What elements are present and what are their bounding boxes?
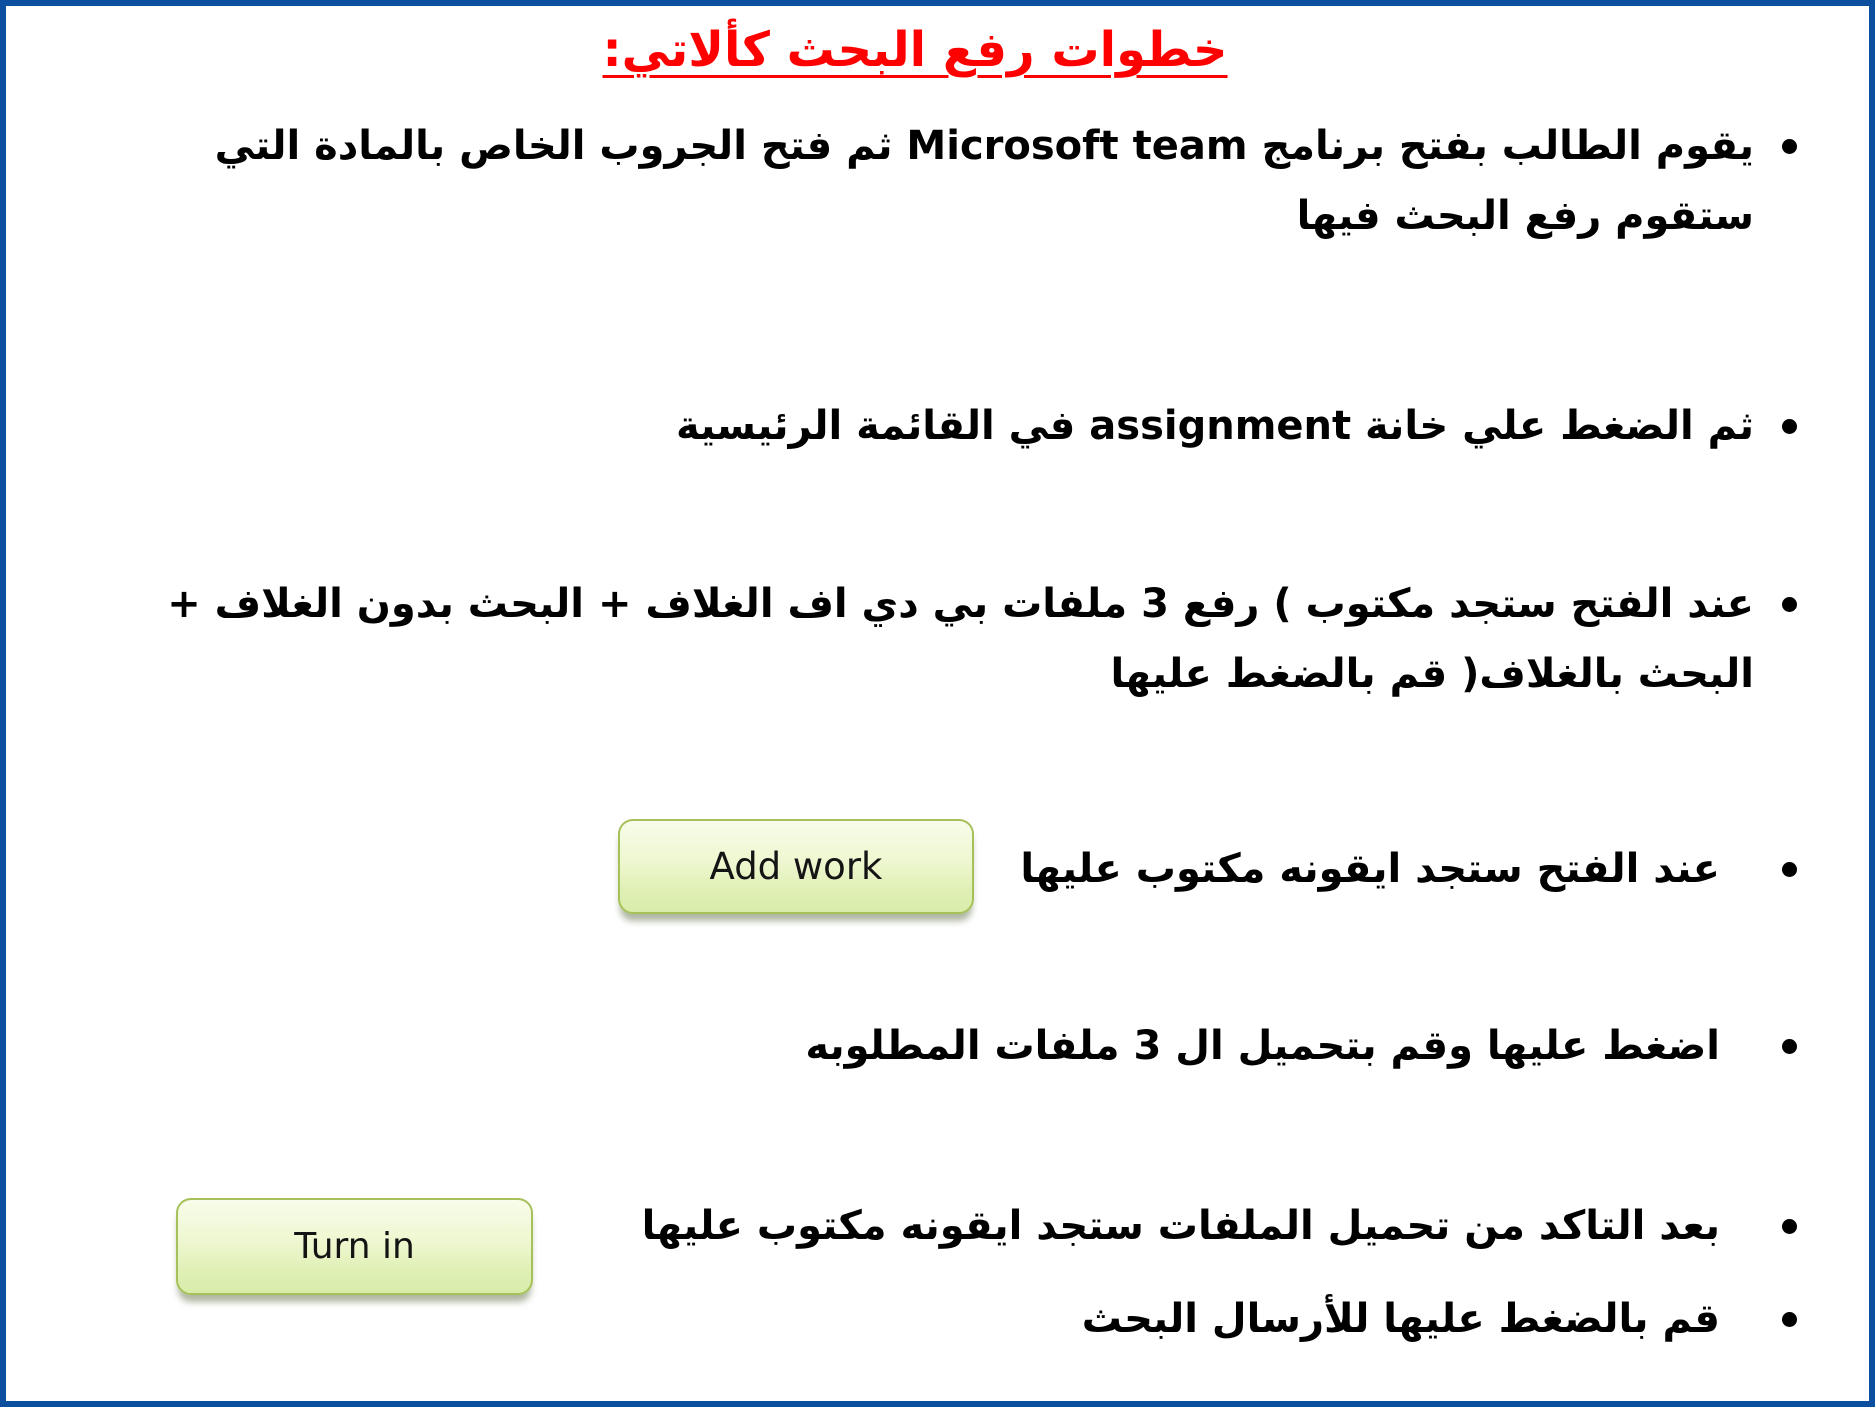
bullet-dot-icon: [1782, 597, 1797, 612]
bullet-text: عند الفتح ستجد مكتوب ) رفع 3 ملفات بي دي اف الغلاف + البحث بدون الغلاف +: [167, 581, 1754, 627]
bullet-dot-icon: [1782, 419, 1797, 434]
bullet-text: يقوم الطالب بفتح برنامج Microsoft team ثم فتح الجروب الخاص بالمادة التي: [214, 123, 1754, 169]
bullet-item-add-work-icon: [1020, 834, 1797, 904]
bullet-text: البحث بالغلاف( قم بالضغط عليها: [1110, 651, 1754, 697]
bullet-text: ستقوم رفع البحث فيها: [1296, 193, 1754, 239]
bullet-text: قم بالضغط عليها للأرسال البحث: [1081, 1296, 1720, 1342]
add-work-button[interactable]: Add work: [618, 819, 974, 914]
bullet-text: اضغط عليها وقم بتحميل ال 3 ملفات المطلوبه: [805, 1023, 1720, 1069]
bullet-text: عند الفتح ستجد ايقونه مكتوب عليها: [1020, 846, 1720, 892]
bullet-item-three-files: [167, 569, 1797, 709]
bullet-text: ثم الضغط علي خانة assignment في القائمة الرئيسية: [675, 403, 1754, 449]
bullet-dot-icon: [1782, 1039, 1797, 1054]
page-title: خطوات رفع البحث كألاتي:: [602, 22, 1228, 78]
bullet-dot-icon: [1782, 862, 1797, 877]
turn-in-button[interactable]: Turn in: [176, 1198, 533, 1295]
bullet-item-open-teams: [215, 111, 1797, 251]
bullet-item-send-research: [1082, 1284, 1797, 1354]
bullet-item-turn-in-icon: [642, 1191, 1797, 1261]
bullet-item-upload-files: [805, 1011, 1797, 1081]
bullet-dot-icon: [1782, 1312, 1797, 1327]
bullet-item-click-assignment: [676, 391, 1797, 461]
bullet-dot-icon: [1782, 1219, 1797, 1234]
bullet-dot-icon: [1782, 139, 1797, 154]
bullet-text: بعد التاكد من تحميل الملفات ستجد ايقونه مكتوب عليها: [641, 1203, 1720, 1249]
